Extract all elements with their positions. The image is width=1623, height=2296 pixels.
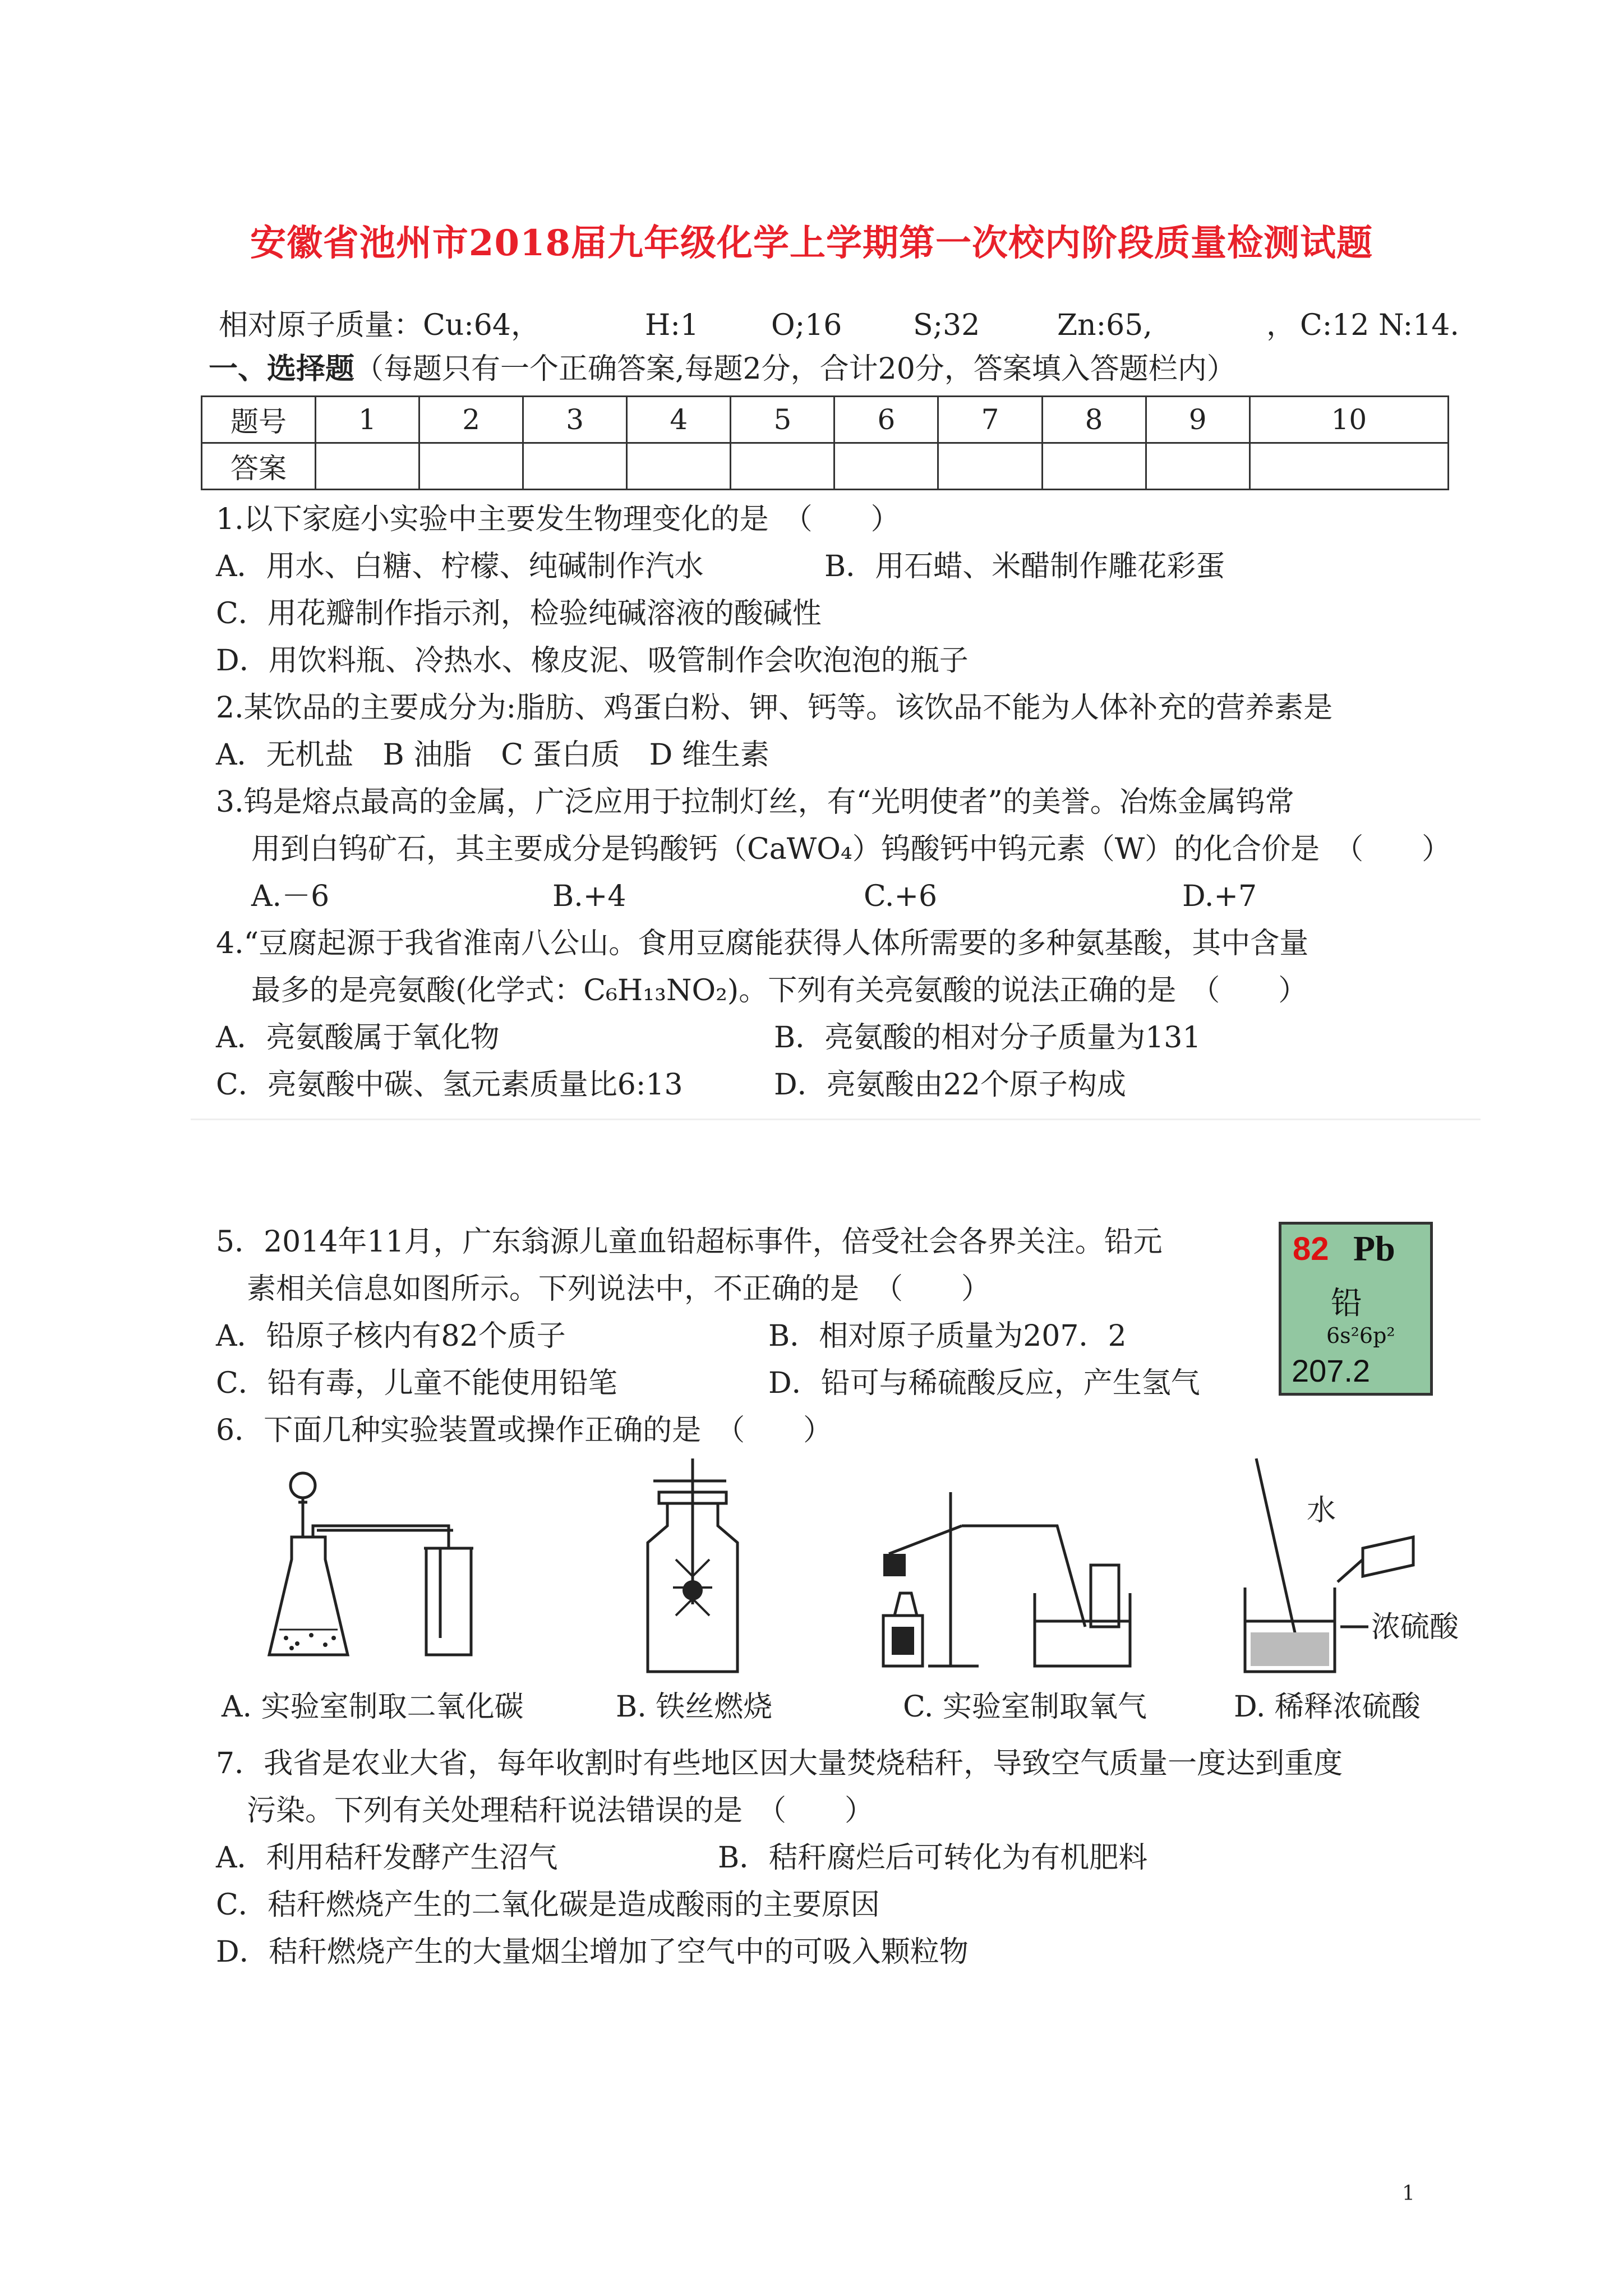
q1-option-d: D．用饮料瓶、冷热水、橡皮泥、吸管制作会吹泡泡的瓶子: [216, 644, 969, 678]
electron-configuration: 6s²6p²: [1326, 1323, 1395, 1348]
label-concentrated-acid: 浓硫酸: [1371, 1611, 1459, 1644]
answer-cell[interactable]: [523, 443, 627, 490]
q3-stem-line2: 用到白钨矿石，其主要成分是钨酸钙（CaWO₄）钨酸钙中钨元素（W）的化合价是 （ ）: [251, 832, 1451, 866]
q5-option-c: C．铅有毒，儿童不能使用铅笔: [216, 1366, 617, 1400]
atomic-mass-h: H:1: [645, 309, 699, 342]
answer-table-answer-row: [202, 443, 1449, 490]
answer-cell[interactable]: [1249, 443, 1448, 490]
q1-stem: 1.以下家庭小实验中主要发生物理变化的是 （ ）: [216, 503, 900, 536]
atomic-mass-comma: ，: [1266, 309, 1296, 342]
page-break-divider: [191, 1119, 1481, 1120]
atomic-mass-o: O;16: [771, 309, 842, 342]
answer-table: [201, 395, 1449, 490]
q1-option-a: A．用水、白糖、柠檬、纯碱制作汽水: [216, 550, 704, 583]
q2-stem: 2.某饮品的主要成分为:脂肪、鸡蛋白粉、钾、钙等。该饮品不能为人体补充的营养素是: [216, 691, 1333, 725]
element-symbol: Pb: [1353, 1228, 1395, 1268]
section-heading: [209, 351, 1236, 387]
question-number-cell: 9: [1146, 397, 1249, 443]
question-number-cell: 8: [1042, 397, 1146, 443]
atomic-mass-cn: C:12 N:14.: [1300, 309, 1459, 342]
q7-option-b: B．秸秆腐烂后可转化为有机肥料: [718, 1841, 1148, 1875]
atomic-mass-s: S;32: [913, 309, 980, 342]
figure-oxygen-preparation: [866, 1481, 1147, 1677]
section-note: （每题只有一个正确答案,每题2分，合计20分，答案填入答题栏内）: [354, 352, 1236, 386]
answer-table-header-row: [202, 397, 1449, 443]
q4-option-c: C．亮氨酸中碳、氢元素质量比6:13: [216, 1068, 683, 1102]
answer-cell[interactable]: [1146, 443, 1249, 490]
answer-cell[interactable]: [731, 443, 834, 490]
q7-stem-line1: 7．我省是农业大省，每年收割时有些地区因大量焚烧秸秆，导致空气质量一度达到重度: [216, 1747, 1343, 1780]
q4-option-d: D．亮氨酸由22个原子构成: [774, 1068, 1126, 1102]
q3-option-a: A.－6: [251, 880, 330, 913]
atomic-number: 82: [1293, 1231, 1329, 1267]
caption-b: B. 铁丝燃烧: [616, 1690, 773, 1724]
label-water: 水: [1307, 1494, 1336, 1527]
question-number-cell: 4: [627, 397, 731, 443]
question-number-label: 题号: [202, 397, 316, 443]
q5-option-b: B．相对原子质量为207．2: [768, 1319, 1127, 1353]
lead-element-card: [1279, 1222, 1433, 1396]
question-number-cell: 6: [834, 397, 938, 443]
answer-cell[interactable]: [627, 443, 731, 490]
atomic-mass-zn: Zn:65,: [1057, 309, 1152, 342]
page-number: 1: [1402, 2182, 1415, 2205]
figure-co2-apparatus: [264, 1470, 488, 1677]
q3-option-b: B.+4: [552, 880, 626, 913]
question-number-cell: 7: [938, 397, 1042, 443]
q1-option-b: B．用石蜡、米醋制作雕花彩蛋: [824, 550, 1225, 583]
atomic-mass-label: 相对原子质量：Cu:64，: [219, 309, 540, 342]
q6-stem: 6．下面几种实验装置或操作正确的是 （ ）: [216, 1414, 833, 1447]
q5-stem-line2: 素相关信息如图所示。下列说法中，不正确的是 （ ）: [247, 1272, 991, 1306]
section-title: 一、选择题: [209, 352, 355, 386]
question-number-cell: 5: [731, 397, 834, 443]
answer-label: 答案: [202, 443, 316, 490]
caption-a: A. 实验室制取二氧化碳: [222, 1690, 524, 1724]
question-number-cell: 3: [523, 397, 627, 443]
q5-option-d: D．铅可与稀硫酸反应，产生氢气: [768, 1366, 1200, 1400]
question-number-cell: 2: [419, 397, 523, 443]
q4-option-b: B．亮氨酸的相对分子质量为131: [774, 1021, 1201, 1055]
q7-option-c: C．秸秆燃烧产生的二氧化碳是造成酸雨的主要原因: [216, 1888, 880, 1922]
q4-stem-line2: 最多的是亮氨酸(化学式：C₆H₁₃NO₂)。下列有关亮氨酸的说法正确的是 （ ）: [251, 974, 1308, 1007]
element-name: 铅: [1331, 1285, 1362, 1322]
q7-stem-line2: 污染。下列有关处理秸秆说法错误的是 （ ）: [247, 1794, 874, 1828]
answer-cell[interactable]: [834, 443, 938, 490]
atomic-mass: 207.2: [1292, 1353, 1371, 1388]
answer-cell[interactable]: [419, 443, 523, 490]
q3-option-d: D.+7: [1182, 880, 1257, 913]
q3-option-c: C.+6: [864, 880, 938, 913]
question-number-cell: 1: [316, 397, 419, 443]
caption-d: D. 稀释浓硫酸: [1234, 1690, 1421, 1724]
answer-cell[interactable]: [316, 443, 419, 490]
q5-stem-line1: 5．2014年11月，广东翁源儿童血铅超标事件，倍受社会各界关注。铅元: [216, 1225, 1163, 1259]
q2-options: A．无机盐 B 油脂 C 蛋白质 D 维生素: [216, 738, 769, 772]
q4-stem-line1: 4.“豆腐起源于我省淮南八公山。食用豆腐能获得人体所需要的多种氨基酸，其中含量: [216, 927, 1309, 960]
q4-option-a: A．亮氨酸属于氧化物: [216, 1021, 500, 1055]
answer-cell[interactable]: [938, 443, 1042, 490]
page-title: 安徽省池州市2018届九年级化学上学期第一次校内阶段质量检测试题: [250, 222, 1373, 264]
q7-option-a: A．利用秸秆发酵产生沼气: [216, 1841, 558, 1875]
figure-diluting-acid: [1234, 1453, 1469, 1683]
figure-iron-wire-burning: [637, 1453, 749, 1677]
question-number-cell: 10: [1249, 397, 1448, 443]
q7-option-d: D．秸秆燃烧产生的大量烟尘增加了空气中的可吸入颗粒物: [216, 1935, 969, 1969]
q3-stem-line1: 3.钨是熔点最高的金属，广泛应用于拉制灯丝，有“光明使者”的美誉。冶炼金属钨常: [216, 785, 1294, 819]
caption-c: C. 实验室制取氧气: [903, 1690, 1147, 1724]
answer-cell[interactable]: [1042, 443, 1146, 490]
q5-option-a: A．铅原子核内有82个质子: [216, 1319, 566, 1353]
q1-option-c: C．用花瓣制作指示剂，检验纯碱溶液的酸碱性: [216, 597, 822, 631]
